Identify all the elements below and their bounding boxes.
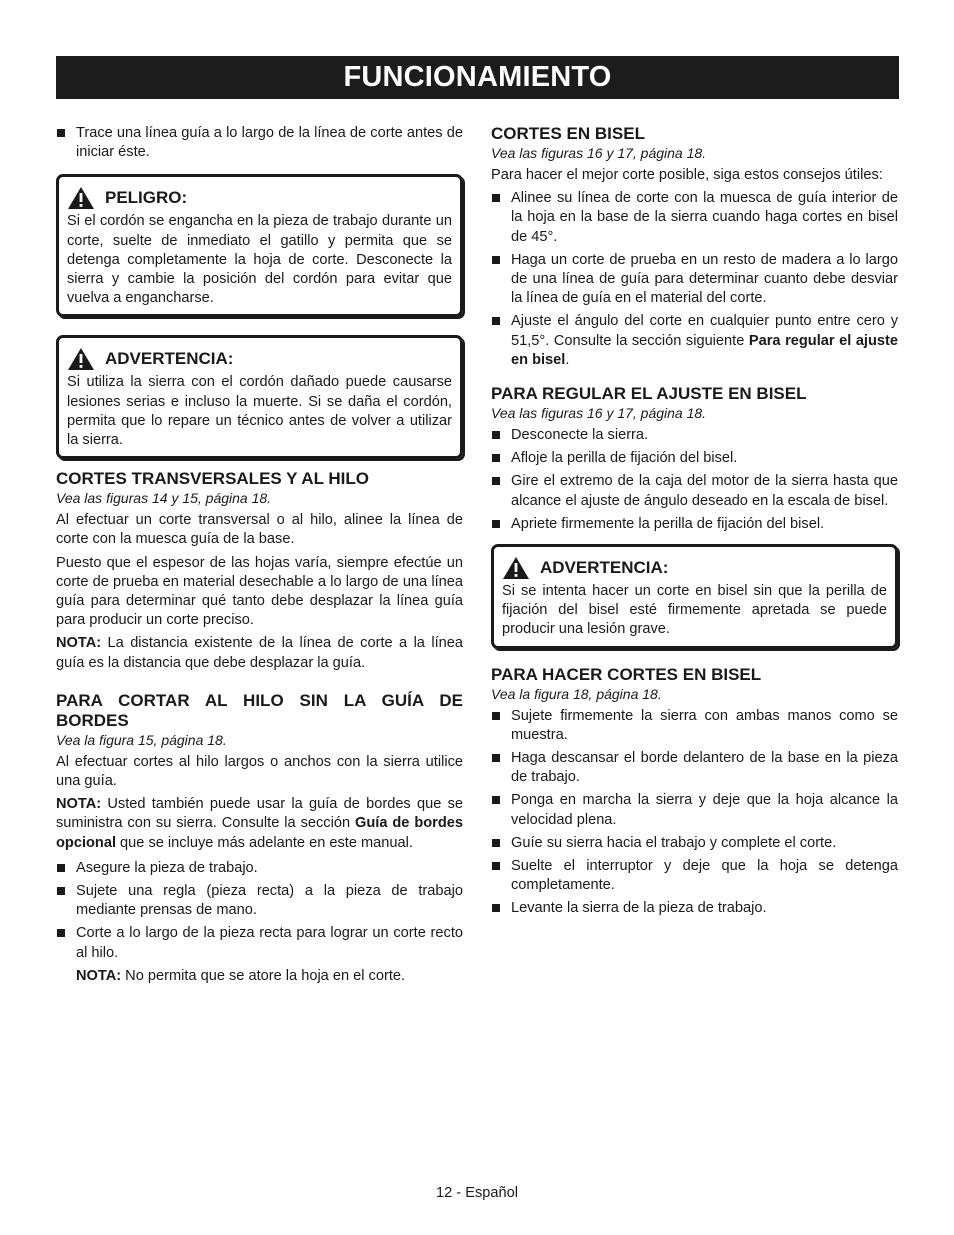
left-column	[56, 124, 463, 990]
square-bullet-icon	[492, 862, 500, 870]
square-bullet-icon	[492, 520, 500, 528]
square-bullet-icon	[57, 929, 65, 937]
list-item: Apriete firmemente la perilla de fijación del bisel.	[491, 515, 898, 534]
section-heading-regular: PARA REGULAR EL AJUSTE EN BISEL	[491, 384, 807, 404]
right-column	[491, 124, 898, 923]
warning-triangle-icon	[67, 347, 95, 371]
warning-text: Si utiliza la sierra con el cordón dañado puede causarse lesiones serias e incluso la muerte. Si se daña el cordón, permita que lo repare un técnico antes de volver a utilizar la sierra.	[67, 374, 452, 449]
square-bullet-icon	[57, 887, 65, 895]
warning-triangle-icon	[67, 186, 95, 210]
paragraph: Al efectuar un corte transversal o al hilo, alinee la línea de corte con la muesca guía de la base.	[56, 512, 463, 548]
figure-reference: Vea la figura 15, página 18.	[56, 731, 227, 748]
list-item: Haga un corte de prueba en un resto de madera a lo largo de una línea de guía para determinar cuanto debe desviar la línea de guía en el material del corte.	[491, 251, 898, 309]
square-bullet-icon	[492, 904, 500, 912]
square-bullet-icon	[492, 194, 500, 202]
section-heading-hacer: PARA HACER CORTES EN BISEL	[491, 664, 762, 684]
paragraph: Puesto que el espesor de las hojas varía, siempre efectúe un corte de prueba en material desechable a lo largo de una línea guía para determinar qué tanto debe desplazar la línea guía para producir un corte preciso.	[56, 554, 463, 629]
hilo-list	[56, 859, 463, 963]
figure-reference: Vea las figuras 14 y 15, página 18.	[56, 490, 272, 507]
list-item: Levante la sierra de la pieza de trabajo.	[491, 899, 898, 918]
list-item: Suelte el interruptor y deje que la hoja se detenga completamente.	[491, 857, 898, 895]
page-banner-title: FUNCIONAMIENTO	[56, 56, 899, 99]
warning-title: ADVERTENCIA:	[67, 347, 452, 371]
list-item: Guíe su sierra hacia el trabajo y complete el corte.	[491, 834, 898, 853]
list-item: Corte a lo largo de la pieza recta para lograr un corte recto al hilo.	[56, 924, 463, 962]
page-number: 12 - Español	[436, 1185, 518, 1201]
warning-text: Si se intenta hacer un corte en bisel sin que la perilla de fijación del bisel esté firmemente apretada se puede producir una lesión grave.	[502, 583, 887, 638]
note-paragraph: NOTA: Usted también puede usar la guía de bordes que se suministra con su sierra. Consulte la sección Guía de bordes opcional que se incluye más adelante en este manual.	[56, 796, 463, 851]
section-heading-bisel: CORTES EN BISEL	[491, 124, 645, 143]
square-bullet-icon	[492, 712, 500, 720]
paragraph: Al efectuar cortes al hilo largos o anchos con la sierra utilice una guía.	[56, 753, 463, 790]
paragraph: Para hacer el mejor corte posible, siga estos consejos útiles:	[491, 167, 883, 183]
figure-reference: Vea la figura 18, página 18.	[491, 685, 662, 702]
square-bullet-icon	[492, 839, 500, 847]
list-item: Ponga en marcha la sierra y deje que la hoja alcance la velocidad plena.	[491, 791, 898, 829]
square-bullet-icon	[492, 256, 500, 264]
bisel-list	[491, 189, 898, 370]
square-bullet-icon	[492, 317, 500, 325]
intro-list	[56, 124, 463, 162]
warning-box	[491, 544, 898, 649]
note-paragraph: NOTA: La distancia existente de la línea de corte a la línea guía es la distancia que debe desplazar la guía.	[56, 635, 463, 671]
regular-list	[491, 426, 898, 534]
list-item: Alinee su línea de corte con la muesca de guía interior de la hoja en la base de la sierra cuando haga cortes en bisel de 45°.	[491, 189, 898, 247]
note-paragraph: NOTA: No permita que se atore la hoja en el corte.	[76, 967, 406, 984]
figure-reference: Vea las figuras 16 y 17, página 18.	[491, 145, 707, 161]
warning-title: ADVERTENCIA:	[502, 556, 887, 580]
list-item: Haga descansar el borde delantero de la base en la pieza de trabajo.	[491, 749, 898, 787]
warning-triangle-icon	[502, 556, 530, 580]
list-item: Ajuste el ángulo del corte en cualquier punto entre cero y 51,5°. Consulte la sección siguiente Para regular el ajuste en bisel.	[491, 312, 898, 370]
list-item: Desconecte la sierra.	[491, 426, 898, 445]
square-bullet-icon	[492, 796, 500, 804]
hacer-list	[491, 707, 898, 919]
danger-box	[56, 174, 463, 317]
figure-reference: Vea las figuras 16 y 17, página 18.	[491, 405, 707, 422]
list-item: Asegure la pieza de trabajo.	[56, 859, 463, 878]
warning-box	[56, 335, 463, 459]
list-item: Trace una línea guía a lo largo de la línea de corte antes de iniciar éste.	[56, 124, 463, 162]
list-item: Gire el extremo de la caja del motor de la sierra hasta que alcance el ajuste de ángulo deseado en la escala de bisel.	[491, 472, 898, 510]
square-bullet-icon	[492, 431, 500, 439]
square-bullet-icon	[57, 864, 65, 872]
square-bullet-icon	[492, 477, 500, 485]
section-heading-cortes: CORTES TRANSVERSALES Y AL HILO	[56, 469, 369, 489]
list-item: Afloje la perilla de fijación del bisel.	[491, 449, 898, 468]
list-item: Sujete firmemente la sierra con ambas manos como se muestra.	[491, 707, 898, 745]
square-bullet-icon	[492, 454, 500, 462]
danger-title: PELIGRO:	[67, 186, 452, 210]
square-bullet-icon	[492, 754, 500, 762]
square-bullet-icon	[57, 129, 65, 137]
list-item: Sujete una regla (pieza recta) a la pieza de trabajo mediante prensas de mano.	[56, 882, 463, 920]
danger-text: Si el cordón se engancha en la pieza de trabajo durante un corte, suelte de inmediato el gatillo y permita que se detenga completamente la hoja de corte. Desconecte la sierra y cambie la posición del cordón para evitar que vuelva a engancharse.	[67, 213, 452, 307]
section-heading-hilo: PARA CORTAR AL HILO SIN LA GUÍA DE BORDES	[56, 690, 463, 730]
